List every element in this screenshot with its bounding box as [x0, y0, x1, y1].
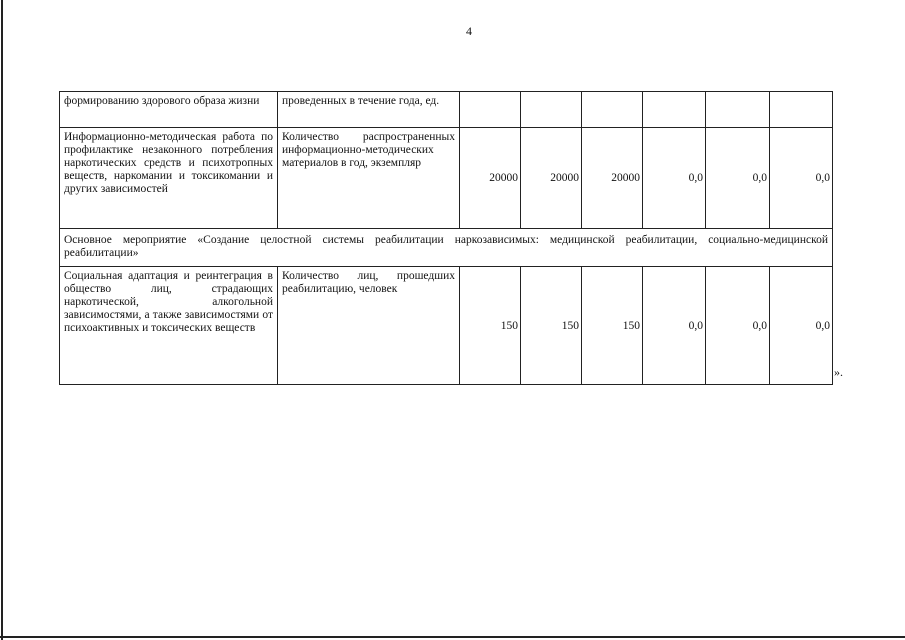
indicator-cell: Количество лиц, прошедших реабилитацию, человек: [278, 267, 460, 385]
value-cell: 20000: [460, 128, 521, 229]
value-cell: [582, 92, 643, 128]
activity-cell: Информационно-методическая работа по профилактике незаконного потребления наркотических средств и психотропных веществ, наркомании и токсикомании и других зависимостей: [60, 128, 278, 229]
page-bottom-border: [0, 636, 905, 638]
value-cell: 20000: [521, 128, 582, 229]
value-cell: [770, 92, 833, 128]
value-cell: 0,0: [706, 128, 770, 229]
value-cell: [460, 92, 521, 128]
table-row: [60, 229, 833, 267]
table-row: [60, 128, 833, 229]
value-cell: 0,0: [706, 267, 770, 385]
value-cell: [521, 92, 582, 128]
value-cell: [643, 92, 706, 128]
main-activity-heading: Основное мероприятие «Создание целостной системы реабилитации наркозависимых: медицинской реабилитации, социально-медицинской реабилитации»: [60, 229, 833, 267]
table-row: [60, 267, 833, 385]
value-cell: 150: [582, 267, 643, 385]
page-number: 4: [466, 24, 472, 38]
value-cell: 150: [460, 267, 521, 385]
value-cell: [706, 92, 770, 128]
indicator-cell: проведенных в течение года, ед.: [278, 92, 460, 128]
value-cell: 0,0: [770, 267, 833, 385]
value-cell: 0,0: [770, 128, 833, 229]
value-cell: 150: [521, 267, 582, 385]
closing-quote: ».: [834, 365, 843, 379]
value-cell: 20000: [582, 128, 643, 229]
indicators-table: [59, 91, 833, 385]
indicator-cell: Количество распространенных информационно-методических материалов в год, экземпляр: [278, 128, 460, 229]
table-row: [60, 92, 833, 128]
page-left-border: [1, 0, 3, 640]
value-cell: 0,0: [643, 128, 706, 229]
value-cell: 0,0: [643, 267, 706, 385]
activity-cell: Социальная адаптация и реинтеграция в общество лиц, страдающих наркотической, алкогольной зависимостями, а также зависимостями от психоактивных и токсических веществ: [60, 267, 278, 385]
activity-cell: формированию здорового образа жизни: [60, 92, 278, 128]
